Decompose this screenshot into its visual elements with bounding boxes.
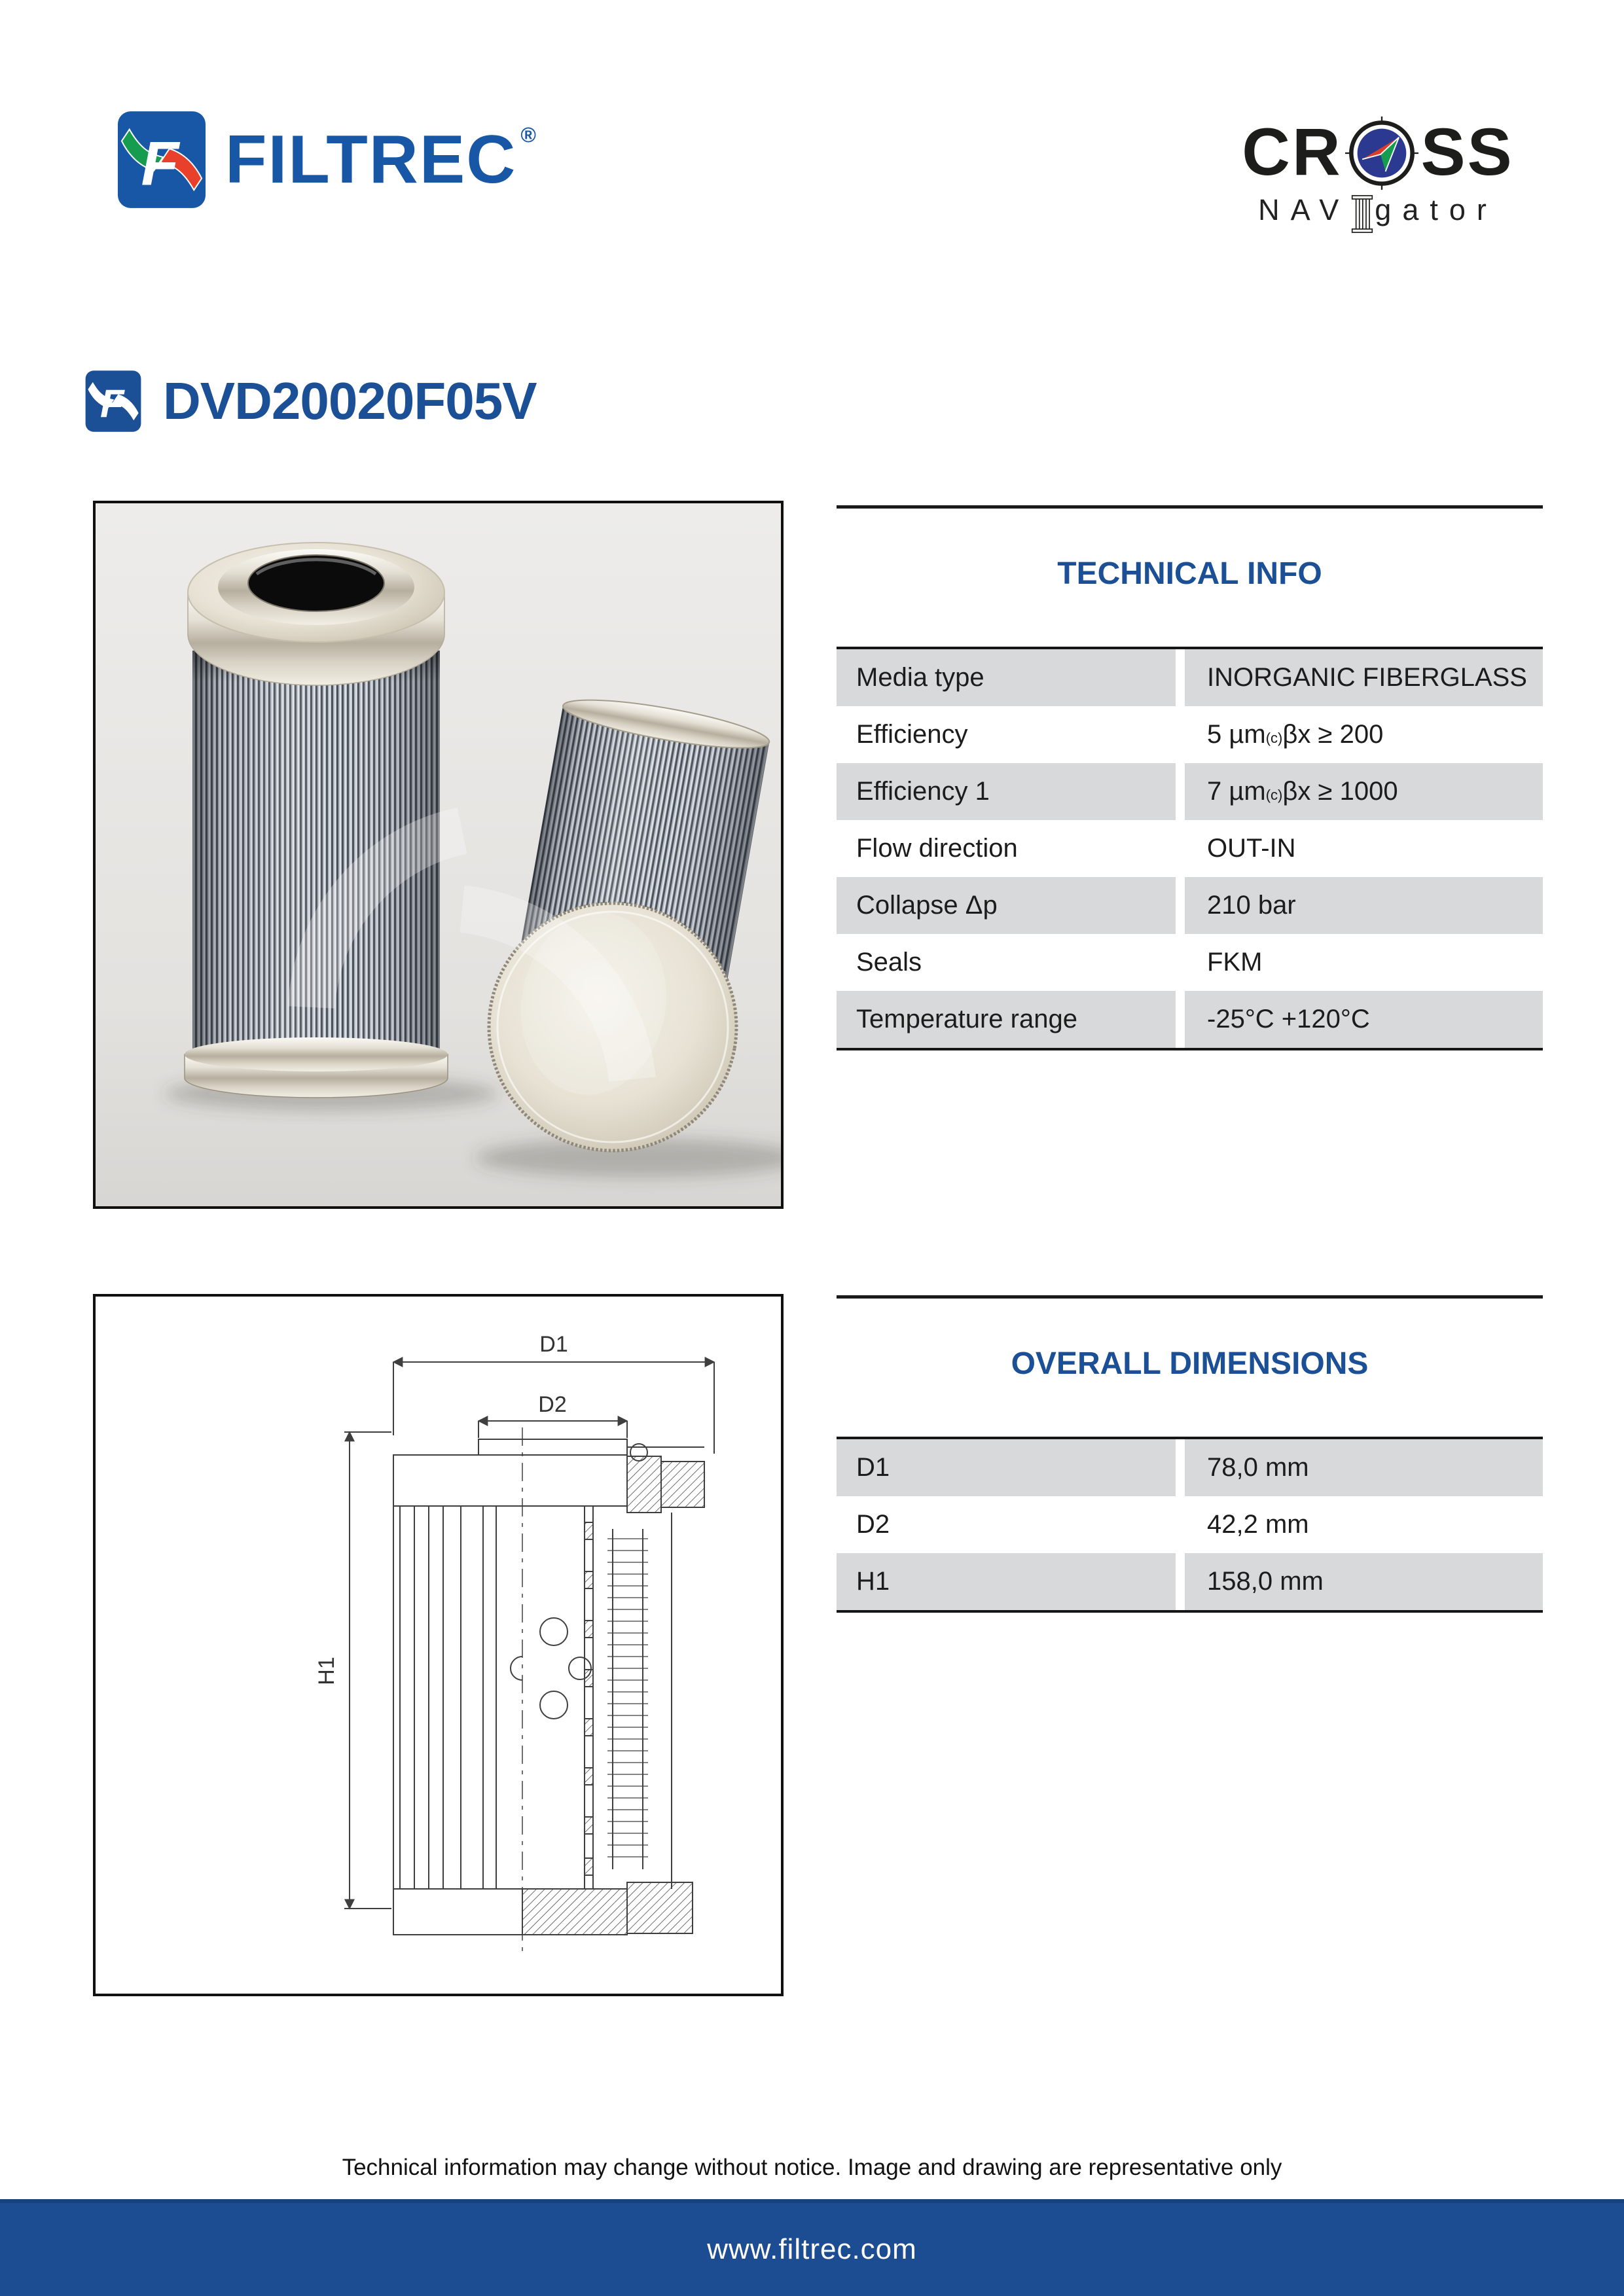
row-value: OUT-IN [1185, 820, 1543, 877]
cross-navigator-line2 [1240, 188, 1515, 232]
overall-dimensions-section [837, 1295, 1543, 1613]
drawing-d2-label: D2 [538, 1392, 567, 1417]
filtrec-wordmark: FILTREC [225, 122, 517, 198]
row-label: Seals [837, 934, 1176, 991]
table-row [837, 1439, 1543, 1496]
gator-text: gator [1375, 193, 1498, 226]
column-icon [1351, 192, 1373, 236]
svg-text:F: F [100, 382, 124, 426]
row-label: D2 [837, 1496, 1176, 1553]
technical-info-title: TECHNICAL INFO [1057, 556, 1322, 591]
row-label: Media type [837, 649, 1176, 706]
filter-element-standing [185, 543, 448, 1098]
product-photo [93, 501, 784, 1209]
overall-dimensions-table [837, 1437, 1543, 1613]
overall-dimensions-title: OVERALL DIMENSIONS [1011, 1346, 1369, 1381]
filtrec-logo [117, 110, 536, 209]
table-row [837, 649, 1543, 706]
row-value: INORGANIC FIBERGLASS [1185, 649, 1543, 706]
row-value: 158,0 mm [1185, 1553, 1543, 1610]
technical-drawing [93, 1294, 784, 1996]
row-label: Temperature range [837, 991, 1176, 1048]
section-divider [837, 1295, 1543, 1299]
table-row [837, 1553, 1543, 1610]
row-value: 42,2 mm [1185, 1496, 1543, 1553]
drawing-d1-label: D1 [539, 1332, 568, 1357]
technical-info-table [837, 647, 1543, 1050]
cross-text-left: CR [1242, 115, 1343, 189]
row-label: D1 [837, 1439, 1176, 1496]
row-value: 7 µm $_{(c)}$ βx ≥ 1000 [1185, 763, 1543, 820]
row-value: FKM [1185, 934, 1543, 991]
section-divider [837, 505, 1543, 509]
table-row [837, 706, 1543, 763]
table-row [837, 763, 1543, 820]
row-label: Flow direction [837, 820, 1176, 877]
compass-icon [1345, 117, 1418, 190]
footer-disclaimer: Technical information may change without notice. Image and drawing are representative only [342, 2155, 1282, 2180]
product-code-icon [83, 370, 143, 433]
filtrec-logo-mark-icon [117, 110, 207, 209]
product-photo-image [96, 503, 781, 1206]
table-row [837, 1496, 1543, 1553]
website-link[interactable]: www.filtrec.com [707, 2233, 917, 2265]
row-label: Efficiency 1 [837, 763, 1176, 820]
table-row [837, 991, 1543, 1048]
svg-text:F: F [141, 129, 179, 199]
technical-drawing-image [96, 1297, 781, 1994]
cross-text-right: SS [1420, 115, 1514, 189]
cross-navigator-line1 [1240, 115, 1515, 188]
row-label: Collapse Δp [837, 877, 1176, 934]
table-row [837, 877, 1543, 934]
product-title-row [83, 370, 537, 433]
row-value: 5 µm $_{(c)}$ βx ≥ 200 [1185, 706, 1543, 763]
row-value: 78,0 mm [1185, 1439, 1543, 1496]
row-label: H1 [837, 1553, 1176, 1610]
table-row [837, 934, 1543, 991]
registered-trademark-symbol: ® [520, 122, 536, 147]
footer-bar [0, 2199, 1624, 2296]
page-title: DVD20020F05V [163, 372, 537, 430]
drawing-h1-label: H1 [314, 1657, 339, 1685]
cross-navigator-logo [1240, 115, 1515, 232]
row-value: 210 bar [1185, 877, 1543, 934]
table-row [837, 820, 1543, 877]
row-label: Efficiency [837, 706, 1176, 763]
row-value: -25°C +120°C [1185, 991, 1543, 1048]
technical-info-section [837, 505, 1543, 1050]
nav-text: NAV [1258, 193, 1350, 226]
